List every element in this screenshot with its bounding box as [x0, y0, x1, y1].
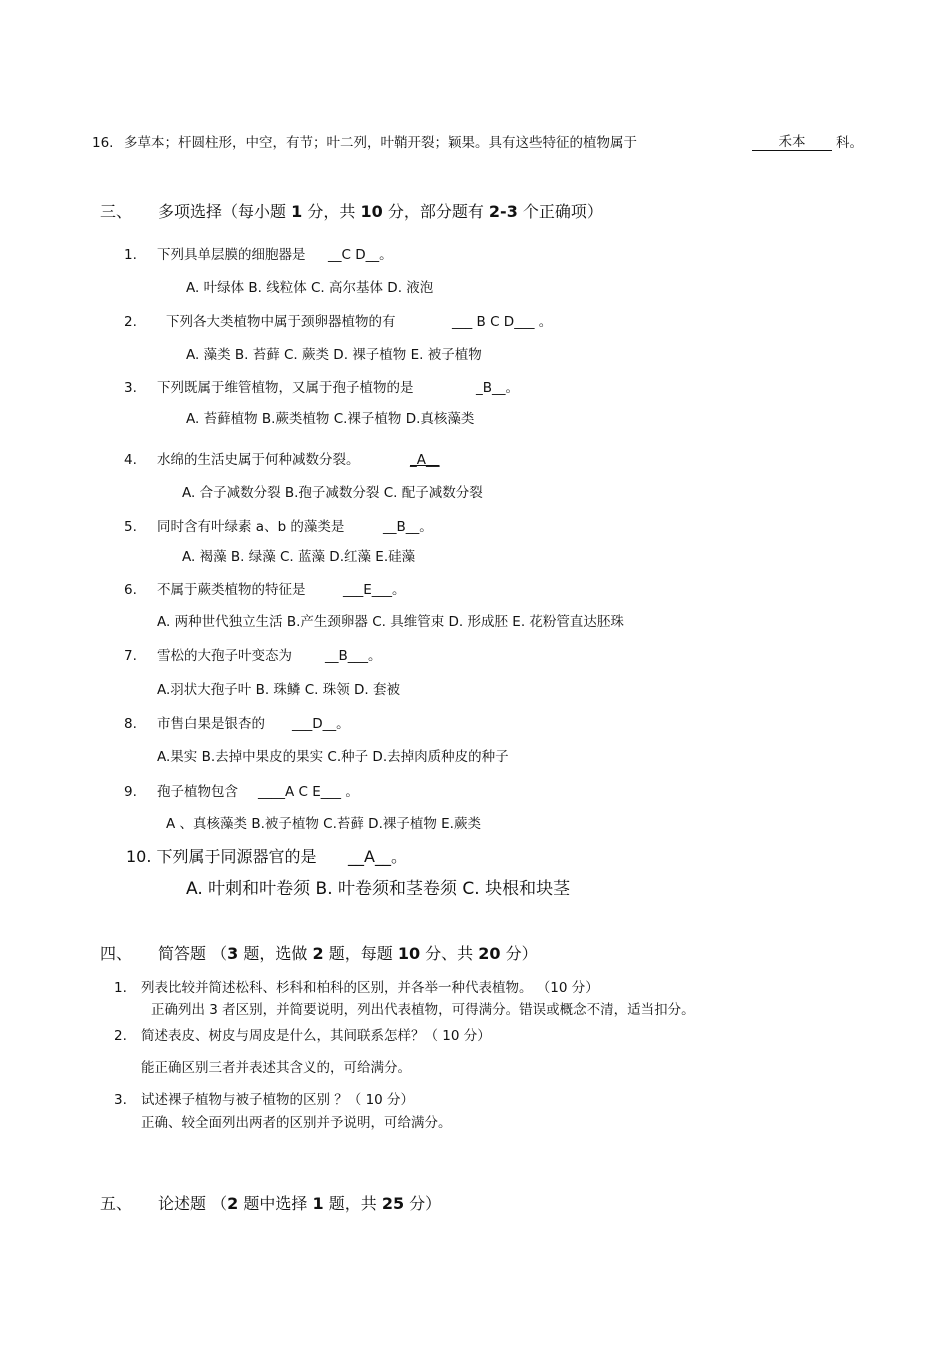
mc3-answer: _B__。 [476, 380, 520, 396]
sa3-answer: 正确、较全面列出两者的区别并予说明，可给满分。 [141, 1115, 452, 1131]
mc8-answer: ___D__。 [292, 716, 350, 732]
section4-title: 简答题 （3 题，选做 2 题，每题 10 分、共 20 分） [158, 944, 538, 963]
mc3-options: A. 苔藓植物 B.蕨类植物 C.裸子植物 D.真核藻类 [186, 411, 475, 427]
mc7-answer: __B___。 [325, 648, 382, 664]
mc2-stem: 下列各大类植物中属于颈卵器植物的有 [166, 314, 396, 330]
mc3-stem: 下列既属于维管植物，又属于孢子植物的是 [157, 380, 414, 396]
mc5-number: 5. [124, 519, 137, 535]
mc7-options: A.羽状大孢子叶 B. 珠鳞 C. 珠领 D. 套被 [157, 682, 400, 698]
mc5-options: A. 褐藻 B. 绿藻 C. 蓝藻 D.红藻 E.硅藻 [182, 549, 416, 565]
mc4-answer: _A__ [410, 452, 440, 468]
q16-suffix: 科。 [836, 135, 863, 151]
mc7-stem: 雪松的大孢子叶变态为 [157, 648, 292, 664]
mc1-answer: __C D__。 [328, 247, 393, 263]
mc10-stem: 10. 下列属于同源器官的是 [126, 847, 317, 866]
mc1-stem: 下列具单层膜的细胞器是 [157, 247, 306, 263]
mc10-options: A. 叶刺和叶卷须 B. 叶卷须和茎卷须 C. 块根和块茎 [186, 879, 571, 899]
mc9-stem: 孢子植物包含 [157, 784, 238, 800]
mc6-options: A. 两种世代独立生活 B.产生颈卵器 C. 具维管束 D. 形成胚 E. 花粉管直达胚珠 [157, 614, 624, 630]
mc6-answer: ___E___。 [343, 582, 406, 598]
mc4-number: 4. [124, 452, 137, 468]
sa2-question: 简述表皮、树皮与周皮是什么，其间联系怎样？（ 10 分） [141, 1028, 491, 1044]
mc8-options: A.果实 B.去掉中果皮的果实 C.种子 D.去掉肉质种皮的种子 [157, 749, 509, 765]
sa1-answer: 正确列出 3 者区别，并简要说明，列出代表植物，可得满分。错误或概念不清，适当扣分。 [151, 1002, 695, 1018]
mc8-number: 8. [124, 716, 137, 732]
q16-text: 多草本；杆圆柱形，中空，有节；叶二列，叶鞘开裂；颖果。具有这些特征的植物属于 [124, 135, 637, 151]
sa2-answer: 能正确区别三者并表述其含义的，可给满分。 [141, 1060, 411, 1076]
sa3-question: 试述裸子植物与被子植物的区别 ？（ 10 分） [141, 1092, 415, 1108]
mc7-number: 7. [124, 648, 137, 664]
mc10-answer: __A__。 [348, 847, 407, 866]
section3-title: 多项选择（每小题 1 分，共 10 分，部分题有 2-3 个正确项） [158, 202, 603, 221]
section5-title: 论述题 （2 题中选择 1 题，共 25 分） [158, 1194, 442, 1213]
mc4-options: A. 合子减数分裂 B.孢子减数分裂 C. 配子减数分裂 [182, 485, 483, 501]
sa2-number: 2. [114, 1028, 127, 1044]
q16-answer: 禾本 [752, 134, 832, 151]
mc1-number: 1. [124, 247, 137, 263]
mc4-stem: 水绵的生活史属于何种减数分裂。 [157, 452, 360, 468]
mc1-options: A. 叶绿体 B. 线粒体 C. 高尔基体 D. 液泡 [186, 280, 434, 296]
mc9-number: 9. [124, 784, 137, 800]
mc6-number: 6. [124, 582, 137, 598]
mc5-answer: __B__。 [383, 519, 433, 535]
sa1-number: 1. [114, 980, 127, 996]
mc3-number: 3. [124, 380, 137, 396]
mc5-stem: 同时含有叶绿素 a、b 的藻类是 [157, 519, 345, 535]
mc9-options: A 、真核藻类 B.被子植物 C.苔藓 D.裸子植物 E.蕨类 [166, 816, 481, 832]
q16-number: 16. [92, 135, 114, 151]
section3-number: 三、 [100, 202, 133, 221]
mc6-stem: 不属于蕨类植物的特征是 [157, 582, 306, 598]
section4-number: 四、 [100, 944, 133, 963]
sa1-question: 列表比较并简述松科、杉科和柏科的区别，并各举一种代表植物。 （10 分） [141, 980, 599, 996]
mc9-answer: ____A C E___ 。 [258, 784, 359, 800]
mc2-number: 2. [124, 314, 137, 330]
mc2-answer: ___ B C D___ 。 [452, 314, 553, 330]
section5-number: 五、 [100, 1194, 133, 1213]
mc2-options: A. 藻类 B. 苔藓 C. 蕨类 D. 裸子植物 E. 被子植物 [186, 347, 482, 363]
mc8-stem: 市售白果是银杏的 [157, 716, 265, 732]
sa3-number: 3. [114, 1092, 127, 1108]
